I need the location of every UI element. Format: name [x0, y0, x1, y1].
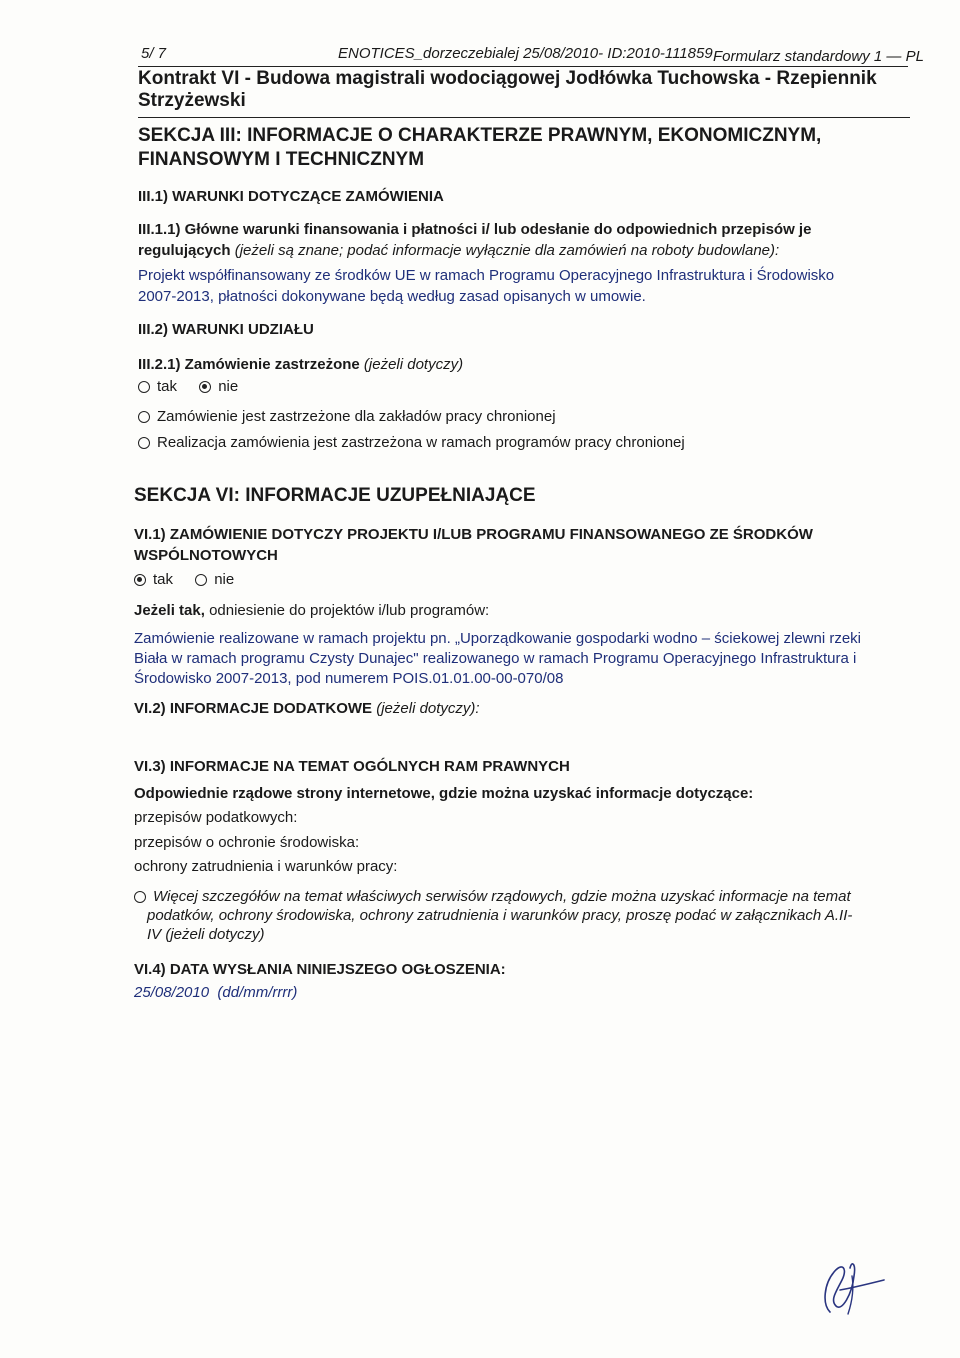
radio-empty-icon — [134, 891, 146, 903]
section3-title-line2: FINANSOWYM I TECHNICZNYM — [138, 149, 425, 170]
section3-2-1-heading — [138, 356, 463, 373]
section3-1-1-line1: III.1.1) Główne warunki finansowania i płatności i/ lub odesłanie do odpowiednich przepisów je — [138, 221, 812, 238]
radio-selected-icon — [199, 381, 211, 393]
eu-project-reference-label — [134, 602, 489, 619]
radio-empty-icon — [138, 411, 150, 423]
date-format: (dd/mm/rrrr) — [217, 984, 298, 1001]
section3-1-1-line2 — [138, 242, 779, 259]
section6-1-heading-line1: VI.1) ZAMÓWIENIE DOTYCZY PROJEKTU I/LUB PROGRAMU FINANSOWANEGO ZE ŚRODKÓW — [134, 526, 813, 543]
reserved-contract-label: III.2.1) Zamówienie zastrzeżone — [138, 356, 360, 373]
section3-1-1-note: (jeżeli są znane; podać informacje wyłącznie dla zamówień na roboty budowlane): — [234, 242, 780, 259]
eu-funding-radio-group — [134, 571, 252, 588]
additional-info-label: VI.2) INFORMACJE DODATKOWE — [134, 700, 373, 717]
section6-2-heading — [134, 700, 480, 717]
send-date-value — [134, 984, 297, 1001]
form-type: Formularz standardowy 1 — PL — [713, 48, 924, 65]
eu-funding-option-tak[interactable]: tak — [134, 571, 173, 588]
reserved-contract-note: (jeżeli dotyczy) — [363, 356, 464, 373]
section3-2-heading: III.2) WARUNKI UDZIAŁU — [138, 321, 314, 338]
more-details-line3: IV (jeżeli dotyczy) — [147, 926, 265, 943]
reserved-option-sheltered-workshops[interactable]: Zamówienie jest zastrzeżone dla zakładów pracy chronionej — [138, 408, 556, 425]
reserved-option-nie[interactable]: nie — [199, 378, 238, 395]
if-yes-label: Jeżeli tak, — [134, 602, 205, 619]
section3-1-1-bold: regulujących — [138, 242, 231, 259]
handwritten-initials-signature — [812, 1254, 892, 1320]
notice-reference: ENOTICES_dorzeczebialej 25/08/2010- ID:2010-111859 — [338, 45, 713, 62]
financing-answer-line1: Projekt współfinansowany ze środków UE w ramach Programu Operacyjnego Infrastruktura i Środowisko — [138, 267, 835, 284]
section6-3-heading: VI.3) INFORMACJE NA TEMAT OGÓLNYCH RAM PRAWNYCH — [134, 758, 570, 775]
radio-empty-icon — [138, 381, 150, 393]
radio-empty-icon — [138, 437, 150, 449]
reserved-option-tak[interactable]: tak — [138, 378, 177, 395]
employment-regulations-label: ochrony zatrudnienia i warunków pracy: — [134, 858, 398, 875]
additional-info-note: (jeżeli dotyczy): — [376, 700, 480, 717]
project-description-line1: Zamówienie realizowane w ramach projektu pn. „Uporządkowanie gospodarki wodno – ściekowej zlewni rzeki — [134, 630, 862, 647]
project-reference-text: odniesienie do projektów i/lub programów: — [209, 602, 490, 619]
financing-answer-line2: 2007-2013, płatności dokonywane będą według zasad opisanych w umowie. — [138, 288, 646, 305]
radio-selected-icon — [134, 574, 146, 586]
section3-title-line1: SEKCJA III: INFORMACJE O CHARAKTERZE PRAWNYM, EKONOMICZNYM, — [138, 125, 822, 146]
more-details-line2: podatków, ochrony środowiska, ochrony zatrudnienia i warunków pracy, proszę podać w załącznikach A.II- — [147, 907, 853, 924]
section6-3-subheading: Odpowiednie rządowe strony internetowe, gdzie można uzyskać informacje dotyczące: — [134, 785, 754, 802]
section6-title: SEKCJA VI: INFORMACJE UZUPEŁNIAJĄCE — [134, 485, 536, 506]
environment-regulations-label: przepisów o ochronie środowiska: — [134, 834, 360, 851]
section3-1-heading: III.1) WARUNKI DOTYCZĄCE ZAMÓWIENIA — [138, 188, 444, 205]
title-rule — [138, 117, 910, 118]
tax-regulations-label: przepisów podatkowych: — [134, 809, 298, 826]
project-description-line3: Środowisko 2007-2013, pod numerem POIS.01.01.00-00-070/08 — [134, 670, 564, 687]
reserved-radio-group — [138, 378, 256, 395]
contract-title-line1: Kontrakt VI - Budowa magistrali wodociągowej Jodłówka Tuchowska - Rzepiennik — [138, 68, 877, 89]
send-date: 25/08/2010 — [134, 984, 210, 1001]
contract-title-line2: Strzyżewski — [138, 90, 246, 111]
more-details-option[interactable]: Więcej szczegółów na temat właściwych serwisów rządowych, gdzie można uzyskać informacje na temat — [134, 888, 851, 905]
reserved-option-sheltered-programmes[interactable]: Realizacja zamówienia jest zastrzeżona w ramach programów pracy chronionej — [138, 434, 685, 451]
radio-empty-icon — [195, 574, 207, 586]
section6-4-heading: VI.4) DATA WYSŁANIA NINIEJSZEGO OGŁOSZENIA: — [134, 961, 506, 978]
page-number: 5/ 7 — [141, 45, 167, 62]
project-description-line2: Biała w ramach programu Czysty Dunajec" realizowanego w ramach Programu Operacyjnego Infrastruktura i — [134, 650, 857, 667]
section6-1-heading-line2: WSPÓLNOTOWYCH — [134, 547, 278, 564]
eu-funding-option-nie[interactable]: nie — [195, 571, 234, 588]
